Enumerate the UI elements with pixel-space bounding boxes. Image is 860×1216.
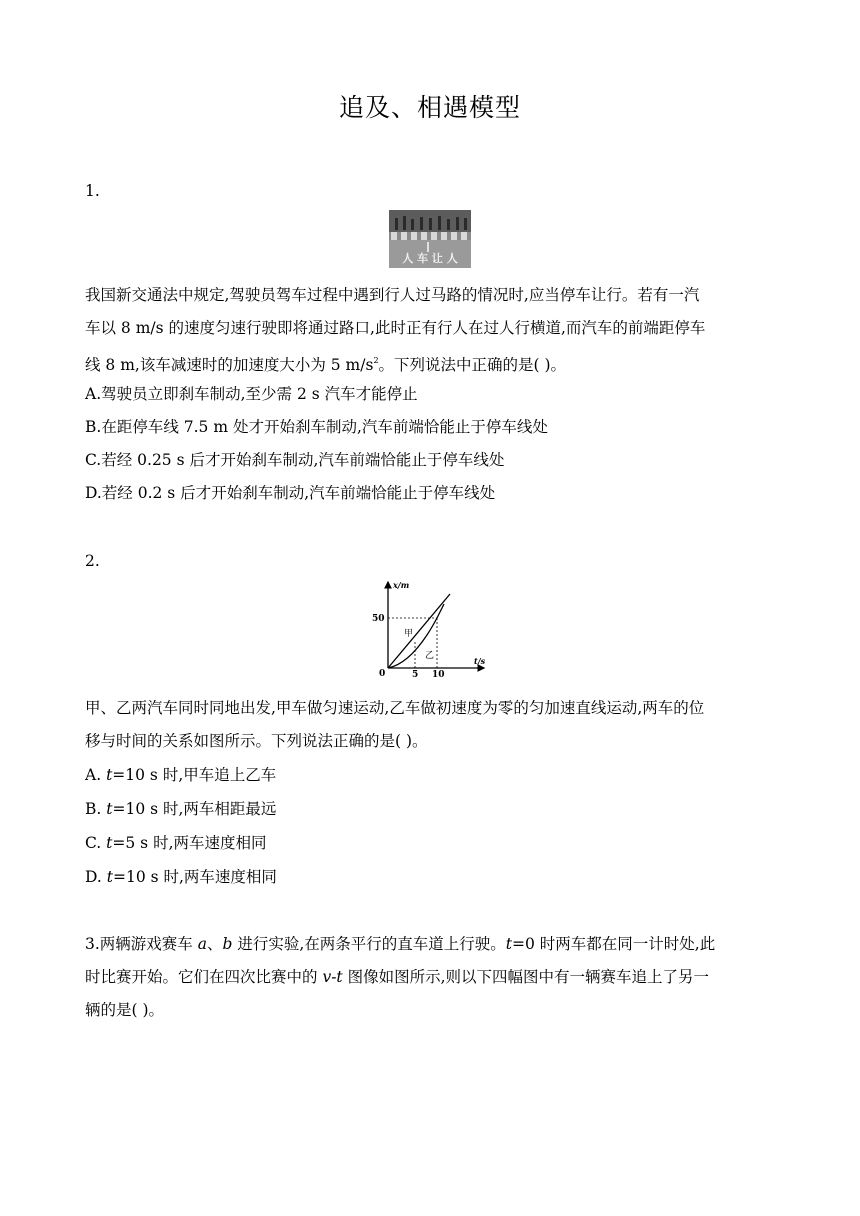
x-axis-label: t/s xyxy=(474,656,486,666)
question-1-stem-line-1: 我国新交通法中规定,驾驶员驾车过程中遇到行人过马路的情况时,应当停车让行。若有一汽 xyxy=(85,286,700,304)
origin-label: 0 xyxy=(379,669,386,679)
question-3-stem-line-3: 辆的是( )。 xyxy=(85,1001,165,1019)
crosswalk-photo xyxy=(389,210,471,268)
question-2-stem-line-2: 移与时间的关系如图所示。下列说法正确的是( )。 xyxy=(85,732,428,750)
x-tick-5: 5 xyxy=(412,670,419,680)
x-t-graph xyxy=(370,578,490,680)
question-3-stem-line-1: 3.两辆游戏赛车 a、b 进行实验,在两条平行的直车道上行驶。t=0 时两车都在同一计时处,此 xyxy=(85,935,716,953)
question-1-number: 1. xyxy=(85,182,100,200)
question-2-option-c: C. t=5 s 时,两车速度相同 xyxy=(85,834,267,852)
question-2-option-d: D. t=10 s 时,两车速度相同 xyxy=(85,868,277,886)
question-2-option-b: B. t=10 s 时,两车相距最远 xyxy=(85,800,277,818)
crosswalk-photo-caption: 人 车 让 人 xyxy=(402,252,458,265)
line-jia xyxy=(388,594,450,668)
question-2-option-a: A. t=10 s 时,甲车追上乙车 xyxy=(85,766,277,784)
label-yi: 乙 xyxy=(425,651,435,661)
question-2-number: 2. xyxy=(85,552,100,570)
question-2-stem-line-1: 甲、乙两汽车同时同地出发,甲车做匀速运动,乙车做初速度为零的匀加速直线运动,两车的位 xyxy=(85,699,705,717)
y-axis-label: x/m xyxy=(393,580,410,590)
question-1-stem-line-2: 车以 8 m/s 的速度匀速行驶即将通过路口,此时正有行人在过人行横道,而汽车的前端距停车 xyxy=(85,319,706,337)
question-1-option-c: C.若经 0.25 s 后才开始刹车制动,汽车前端恰能止于停车线处 xyxy=(85,451,505,469)
question-1-option-a: A.驾驶员立即刹车制动,至少需 2 s 汽车才能停止 xyxy=(85,385,418,403)
question-3-stem-line-2: 时比赛开始。它们在四次比赛中的 v-t 图像如图所示,则以下四幅图中有一辆赛车追上了另一 xyxy=(85,968,710,986)
label-jia: 甲 xyxy=(404,629,414,639)
question-1-option-b: B.在距停车线 7.5 m 处才开始刹车制动,汽车前端恰能止于停车线处 xyxy=(85,418,548,436)
x-tick-10: 10 xyxy=(432,670,445,680)
question-1-option-d: D.若经 0.2 s 后才开始刹车制动,汽车前端恰能止于停车线处 xyxy=(85,484,496,502)
y-tick-50: 50 xyxy=(372,614,385,624)
page-title: 追及、相遇模型 xyxy=(338,93,521,122)
question-1-stem-line-3: 线 8 m,该车减速时的加速度大小为 5 $m/s^2$。下列说法中正确的是( )。 xyxy=(85,356,567,374)
